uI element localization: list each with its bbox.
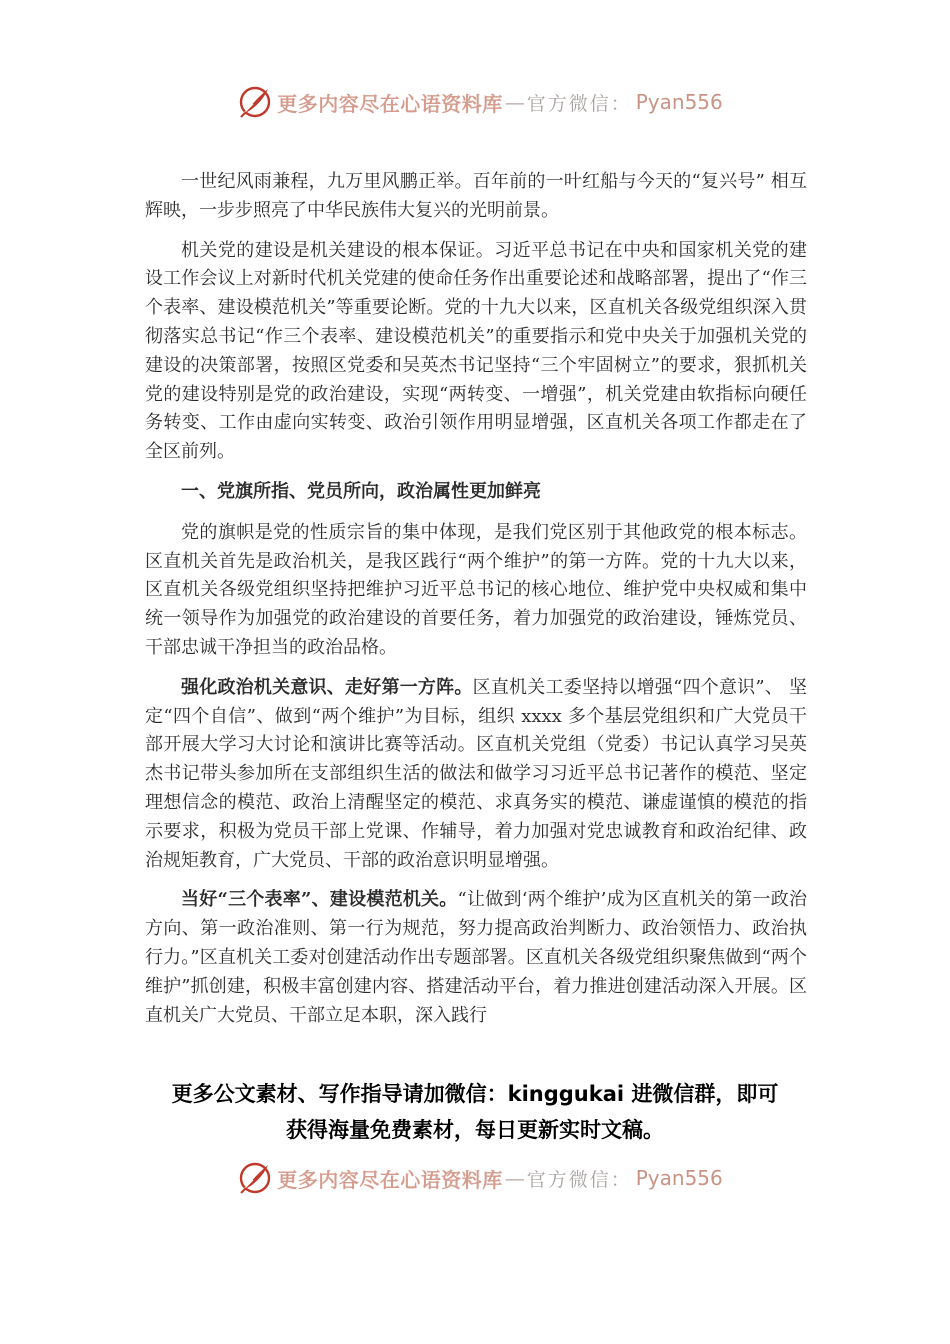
promo-line-2: 获得海量免费素材，每日更新实时文稿。 xyxy=(286,1118,664,1142)
footer-banner-wechat-id: Pyan556 xyxy=(635,1166,723,1190)
promo-notice xyxy=(0,1076,950,1148)
paragraph-political-organ-lead: 强化政治机关意识、走好第一方阵。 xyxy=(181,676,473,698)
quill-pen-logo-icon xyxy=(237,84,273,120)
header-banner-wechat-id: Pyan556 xyxy=(635,90,723,114)
article-body xyxy=(145,168,808,1026)
header-banner-wechat-label: 官方微信： xyxy=(526,92,632,115)
paragraph-party-flag: 党的旗帜是党的性质宗旨的集中体现，是我们党区别于其他政党的根本标志。区直机关首先是政治机关，是我区践行“两个维护”的第一方阵。党的十九大以来，区直机关各级党组织坚持把维护习近平总书记的核心地位、维护党中央权威和集中统一领导作为加强党的政治建设的首要任务，着力加强党的政治建设，锤炼党员、干部忠诚干净担当的政治品格。 xyxy=(145,521,807,658)
header-banner-dash: — xyxy=(504,90,525,114)
header-banner-title: 更多内容尽在心语资料库 xyxy=(277,91,503,116)
header-banner-content xyxy=(237,84,723,120)
promo-line-1: 更多公文素材、写作指导请加微信：kinggukai 进微信群，即可 xyxy=(171,1082,779,1106)
paragraph-intro: 一世纪风雨兼程，九万里风鹏正举。百年前的一叶红船与今天的“复兴号” 相互辉映，一步步照亮了中华民族伟大复兴的光明前景。 xyxy=(145,171,807,221)
paragraph-model-organ xyxy=(145,886,807,1026)
footer-banner-content xyxy=(237,1160,723,1196)
paragraph-political-organ xyxy=(145,674,807,876)
footer-banner-dash: — xyxy=(504,1166,525,1190)
header-banner xyxy=(0,82,950,122)
paragraph-model-organ-text: “让做到‘两个维护’成为区直机关的第一政治方向、第一政治准则、第一行为规范，努力提高政治判断力、政治领悟力、政治执行力。”区直机关工委对创建活动作出专题部署。区直机关各级党组织聚焦做到“两个维护”抓创建，积极丰富创建内容、搭建活动平台，着力推进创建活动深入开展。区直机关广大党员、干部立足本职，深入践行 xyxy=(145,889,807,1026)
footer-banner-wechat-label: 官方微信： xyxy=(526,1168,632,1191)
paragraph-political-organ-text: 区直机关工委坚持以增强“四个意识”、 坚定“四个自信”、做到“两个维护”为目标，组织 xxxx 多个基层党组织和广大党员干部开展大学习大讨论和演讲比赛等活动。区直机关党组（党委）书记认真学习吴英杰书记带头参加所在支部组织生活的做法和做学习习近平总书记著作的模范、坚定理想信念的模范、政治上清醒坚定的模范、求真务实的模范、谦虚谨慎的模范的指示要求，积极为党员干部上党课、作辅导，着力加强对党忠诚教育和政治纪律、政治规矩教育，广大党员、干部的政治意识明显增强。 xyxy=(145,676,808,871)
paragraph-overview: 机关党的建设是机关建设的根本保证。习近平总书记在中央和国家机关党的建设工作会议上对新时代机关党建的使命任务作出重要论述和战略部署，提出了“作三个表率、建设模范机关”等重要论断。党的十九大以来，区直机关各级党组织深入贯彻落实总书记“作三个表率、建设模范机关”的重要指示和党中央关于加强机关党的建设的决策部署，按照区党委和吴英杰书记坚持“三个牢固树立”的要求，狠抓机关党的建设特别是党的政治建设，实现“两转变、一增强”，机关党建由软指标向硬任务转变、工作由虚向实转变、政治引领作用明显增强，区直机关各项工作都走在了全区前列。 xyxy=(145,239,807,463)
paragraph-model-organ-lead: 当好“三个表率”、建设模范机关。 xyxy=(181,889,458,911)
footer-banner-title: 更多内容尽在心语资料库 xyxy=(277,1167,503,1192)
section-heading-1: 一、党旗所指、党员所向，政治属性更加鲜亮 xyxy=(181,480,541,502)
footer-banner xyxy=(0,1158,950,1198)
quill-pen-logo-icon xyxy=(237,1160,273,1196)
